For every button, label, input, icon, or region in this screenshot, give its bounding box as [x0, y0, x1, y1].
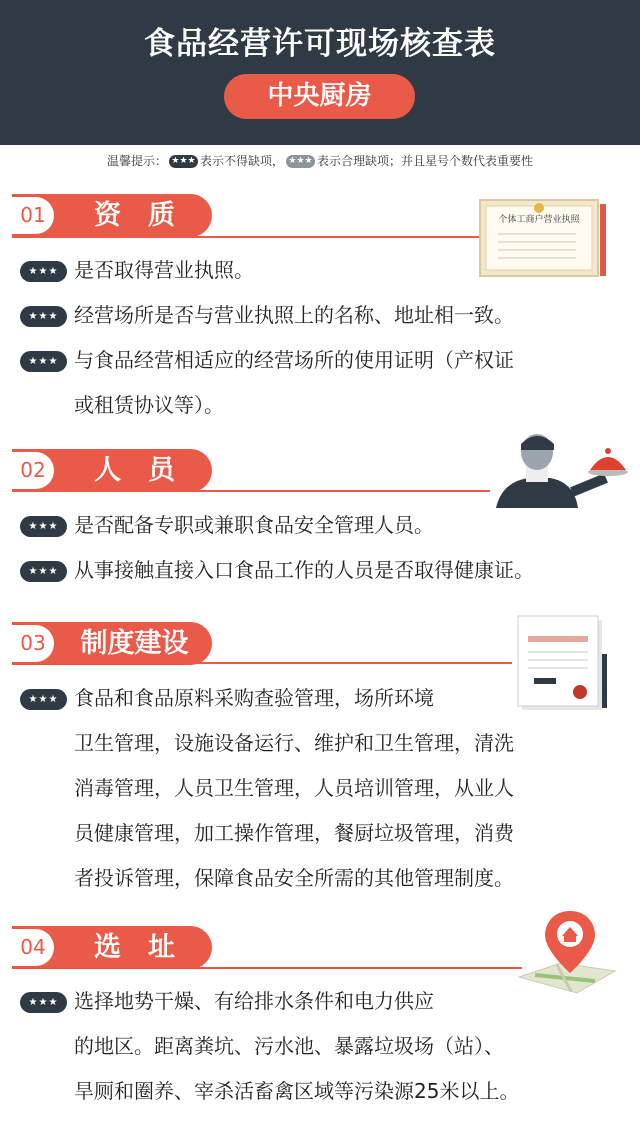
section-title: 人 员	[94, 455, 175, 486]
star-badge: ★★★	[20, 992, 67, 1013]
list-item: ★★★ 与食品经营相适应的经营场所的使用证明（产权证 或租赁协议等）。	[20, 338, 635, 428]
section-number: 01	[12, 197, 54, 234]
license-title: 个体工商户营业执照	[498, 215, 580, 225]
section-title: 选 址	[94, 932, 175, 963]
tip-mid1: 表示不得缺项，	[199, 154, 284, 168]
star-badge-dark: ★★★	[169, 155, 198, 168]
page-subtitle: 中央厨房	[224, 74, 415, 119]
waiter-illustration	[488, 430, 628, 510]
tip-mid2: 表示合理缺项；并且星号个数代表重要性	[317, 154, 534, 168]
tip-prefix: 温馨提示：	[106, 154, 167, 168]
license-illustration	[476, 196, 616, 281]
section-number: 04	[12, 929, 54, 966]
list-item: ★★★ 食品和食品原料采购查验管理，场所环境 卫生管理，设施设备运行、维护和卫生管理，清洗 消毒管理，人员卫生管理，人员培训管理，从业人 员健康管理，加工操作管理，餐厨垃圾管理，消费 者投诉管理，保障食品安全所需的其他管理制度。	[20, 676, 635, 901]
section-header-3	[12, 622, 212, 665]
star-badge: ★★★	[20, 351, 67, 372]
star-badge: ★★★	[20, 516, 67, 537]
map-pin-illustration	[515, 905, 625, 1000]
section-number: 02	[12, 452, 54, 489]
star-badge: ★★★	[20, 261, 67, 282]
section-title: 制度建设	[80, 628, 189, 659]
tip-line	[0, 152, 640, 170]
section-number: 03	[12, 625, 54, 662]
section-title: 资 质	[94, 200, 175, 231]
section-header-1	[12, 194, 212, 237]
page-title: 食品经营许可现场核查表	[144, 26, 496, 62]
document-illustration	[514, 614, 614, 714]
star-badge-grey: ★★★	[286, 155, 315, 168]
section-header-2	[12, 449, 212, 492]
section-header-4	[12, 926, 212, 969]
star-badge: ★★★	[20, 561, 67, 582]
star-badge: ★★★	[20, 689, 67, 710]
star-badge: ★★★	[20, 306, 67, 327]
list-item: ★★★ 选择地势干燥、有给排水条件和电力供应 的地区。距离粪坑、污水池、暴露垃圾场（站）、 旱厕和圈养、宰杀活畜禽区域等污染源25米以上。	[20, 979, 635, 1114]
header	[0, 0, 640, 145]
